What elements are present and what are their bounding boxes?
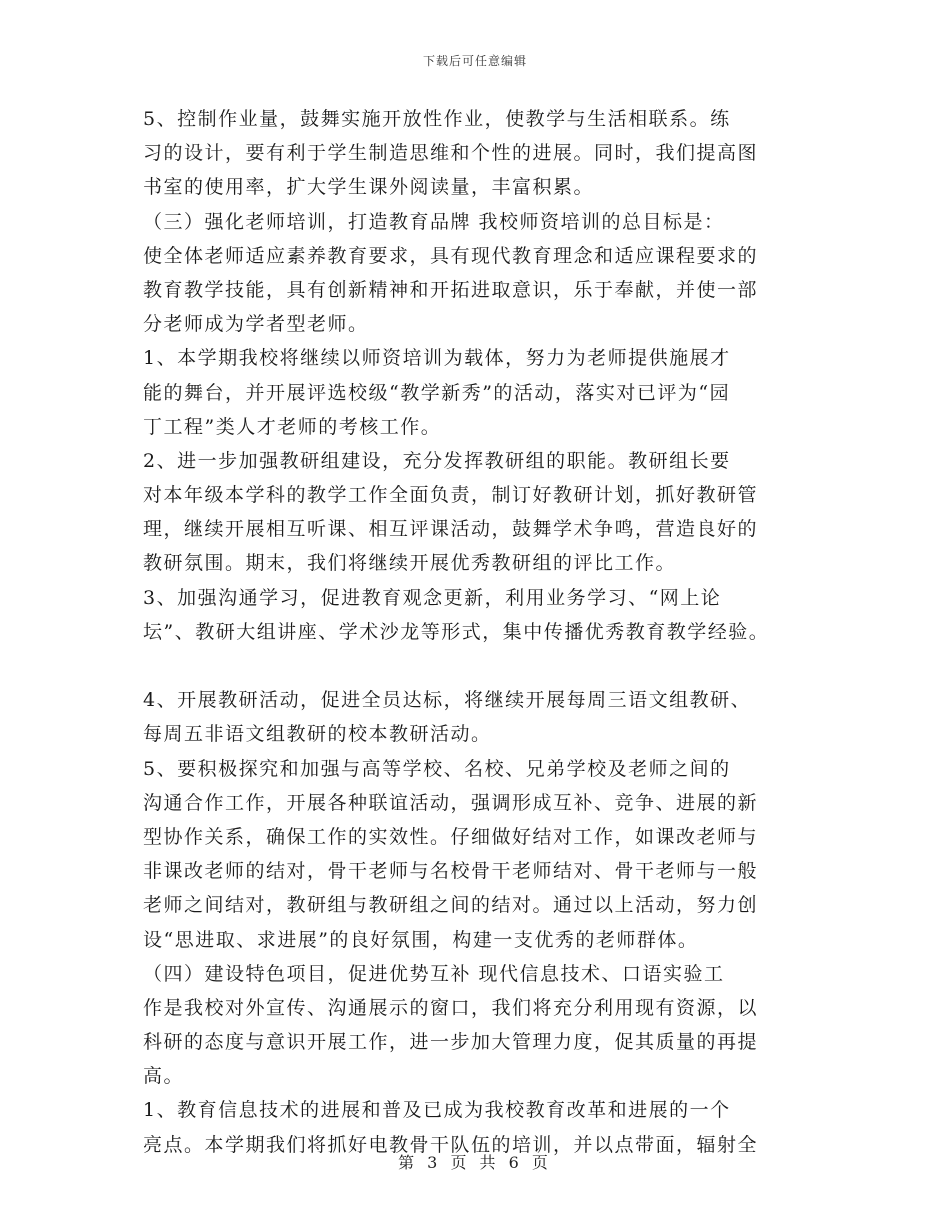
blank-line	[143, 649, 823, 683]
text-line: 1、本学期我校将继续以师资培训为载体，努力为老师提供施展才	[143, 347, 731, 370]
document-body	[143, 102, 823, 1162]
text-line: 高。	[143, 1065, 185, 1088]
text-line: （四）建设特色项目，促进优势互补 现代信息技术、口语实验工	[143, 962, 725, 985]
text-line: 分老师成为学者型老师。	[143, 313, 369, 336]
text-line: 对本年级本学科的教学工作全面负责，制订好教研计划，抓好教研管	[143, 484, 759, 507]
text-line: 坛”、教研大组讲座、学术沙龙等形式，集中传播优秀教育教学经验。	[143, 620, 770, 643]
text-line: 5、要积极探究和加强与高等学校、名校、兄弟学校及老师之间的	[143, 757, 731, 780]
text-line: 非课改老师的结对，骨干老师与名校骨干老师结对、骨干老师与一般	[143, 860, 759, 883]
page-footer: 第 3 页 共 6 页	[398, 1153, 552, 1172]
text-line: 5、控制作业量，鼓舞实施开放性作业，使教学与生活相联系。练	[143, 108, 731, 130]
text-line: 习的设计，要有利于学生制造思维和个性的进展。同时，我们提高图	[143, 142, 759, 165]
text-line: 书室的使用率，扩大学生课外阅读量，丰富积累。	[143, 176, 595, 199]
text-line: 丁工程”类人才老师的考核工作。	[143, 415, 442, 438]
text-line: 能的舞台，并开展评选校级“教学新秀”的活动，落实对已评为“园	[143, 381, 731, 404]
text-line: 4、开展教研活动，促进全员达标，将继续开展每周三语文组教研、	[143, 689, 752, 712]
text-line: 老师之间结对，教研组与教研组之间的结对。通过以上活动，努力创	[143, 894, 759, 917]
text-line: 设“思进取、求进展”的良好氛围，构建一支优秀的老师群体。	[143, 928, 699, 951]
page-header: 下载后可任意编辑	[422, 54, 527, 68]
text-line: 教育教学技能，具有创新精神和开拓进取意识，乐于奉献，并使一部	[143, 278, 759, 301]
text-line: 沟通合作工作，开展各种联谊活动，强调形成互补、竞争、进展的新	[143, 791, 759, 814]
text-line: 使全体老师适应素养教育要求，具有现代教育理念和适应课程要求的	[143, 244, 759, 267]
text-line: 亮点。本学期我们将抓好电教骨干队伍的培训，并以点带面，辐射全	[143, 1133, 759, 1156]
text-line: 科研的态度与意识开展工作，进一步加大管理力度，促其质量的再提	[143, 1031, 759, 1054]
text-line: 每周五非语文组教研的校本教研活动。	[143, 723, 492, 746]
text-line: 2、进一步加强教研组建设，充分发挥教研组的职能。教研组长要	[143, 449, 731, 472]
text-line: 教研氛围。期末，我们将继续开展优秀教研组的评比工作。	[143, 552, 677, 575]
text-line: 理，继续开展相互听课、相互评课活动，鼓舞学术争鸣，营造良好的	[143, 518, 759, 541]
text-line: 3、加强沟通学习，促进教育观念更新，利用业务学习、“网上论	[143, 586, 722, 609]
text-line: （三）强化老师培训，打造教育品牌 我校师资培训的总目标是：	[143, 210, 725, 233]
text-line: 作是我校对外宣传、沟通展示的窗口，我们将充分利用现有资源，以	[143, 996, 759, 1019]
text-line: 1、教育信息技术的进展和普及已成为我校教育改革和进展的一个	[143, 1099, 731, 1122]
text-line: 型协作关系，确保工作的实效性。仔细做好结对工作，如课改老师与	[143, 825, 759, 848]
